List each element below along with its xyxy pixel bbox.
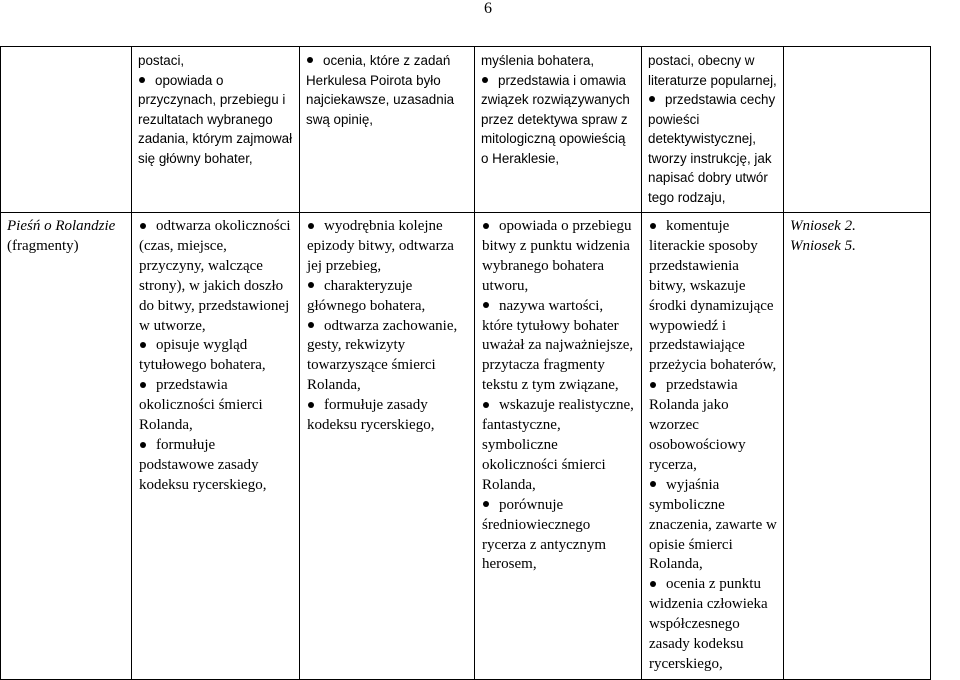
list-item: przedstawia Rolanda jako wzorzec osobowościowy rycerza, [649, 376, 777, 476]
bullet-icon [140, 223, 146, 229]
bullet-icon [140, 342, 146, 348]
list-item: nazywa wartości, które tytułowy bohater uważał za najważniejsze, przytacza fragmenty tekstu z tym związane, [482, 297, 635, 397]
requirement-list [138, 71, 293, 169]
requirement-cell [642, 213, 784, 680]
bullet-icon [483, 223, 489, 229]
cell-intro: myślenia bohatera, [481, 51, 635, 71]
list-item: charakteryzuje głównego bohatera, [307, 277, 468, 317]
requirement-list [306, 51, 468, 129]
requirement-cell [300, 213, 475, 680]
list-item: wyodrębnia kolejne epizody bitwy, odtwarza jej przebieg, [307, 217, 468, 277]
requirement-cell [642, 47, 784, 213]
table-row [1, 213, 960, 680]
cell-intro: postaci, [138, 51, 293, 71]
bullet-icon [650, 481, 656, 487]
bullet-icon [650, 223, 656, 229]
bullet-icon [308, 322, 314, 328]
page-number: 6 [484, 0, 504, 18]
curriculum-table [0, 46, 960, 680]
list-item: odtwarza okoliczności (czas, miejsce, przyczyny, walczące strony), w jakich doszło do bitwy, przedstawionej w utworze, [139, 217, 293, 336]
list-item: porównuje średniowiecznego rycerza z antycznym herosem, [482, 496, 635, 576]
bullet-icon [483, 302, 489, 308]
list-item: opowiada o przyczynach, przebiegu i rezultatach wybranego zadania, którym zajmował się główny bohater, [138, 71, 293, 169]
notes-cell [784, 213, 931, 680]
table-row [1, 47, 960, 213]
bullet-icon [483, 501, 489, 507]
bullet-icon [483, 402, 489, 408]
requirement-list [648, 90, 777, 207]
list-item: formułuje zasady kodeksu rycerskiego, [307, 396, 468, 436]
bullet-icon [482, 77, 488, 83]
notes-cell [784, 47, 931, 213]
list-item: ocenia, które z zadań Herkulesa Poirota było najciekawsze, uzasadnia swą opinię, [306, 51, 468, 129]
list-item: wyjaśnia symboliczne znaczenia, zawarte w opisie śmierci Rolanda, [649, 476, 777, 576]
note-wniosek-2: Wniosek 2. [790, 217, 924, 237]
requirement-list [649, 217, 777, 675]
list-item: formułuje podstawowe zasady kodeksu rycerskiego, [139, 436, 293, 496]
requirement-list [139, 217, 293, 496]
list-item: przedstawia okoliczności śmierci Rolanda, [139, 376, 293, 436]
requirement-list [481, 71, 635, 169]
bullet-icon [650, 581, 656, 587]
bullet-icon [649, 96, 655, 102]
bullet-icon [650, 382, 656, 388]
requirement-cell [300, 47, 475, 213]
bullet-icon [308, 282, 314, 288]
list-item: opowiada o przebiegu bitwy z punktu widzenia wybranego bohatera utworu, [482, 217, 635, 297]
note-wniosek-5: Wniosek 5. [790, 237, 924, 257]
list-item: przedstawia i omawia związek rozwiązywanych przez detektywa spraw z mitologiczną opowieścią o Heraklesie, [481, 71, 635, 169]
bullet-icon [140, 382, 146, 388]
list-item: przedstawia cechy powieści detektywistycznej, tworzy instrukcję, jak napisać dobry utwór tego rodzaju, [648, 90, 777, 207]
cell-intro: postaci, obecny w literaturze popularnej, [648, 51, 777, 90]
bullet-icon [307, 57, 313, 63]
requirement-list [482, 217, 635, 575]
topic-title: Pieśń o Rolandzie [7, 217, 125, 237]
bullet-icon [140, 442, 146, 448]
requirement-cell [475, 47, 642, 213]
requirement-list [307, 217, 468, 436]
bullet-icon [308, 223, 314, 229]
topic-cell [1, 213, 132, 680]
topic-subtitle: (fragmenty) [7, 237, 125, 257]
list-item: opisuje wygląd tytułowego bohatera, [139, 336, 293, 376]
requirement-cell [132, 47, 300, 213]
topic-cell [1, 47, 132, 213]
bullet-icon [139, 77, 145, 83]
list-item: ocenia z punktu widzenia człowieka współczesnego zasady kodeksu rycerskiego, [649, 575, 777, 675]
requirement-cell [475, 213, 642, 680]
requirement-cell [132, 213, 300, 680]
list-item: wskazuje realistyczne, fantastyczne, symboliczne okoliczności śmierci Rolanda, [482, 396, 635, 496]
list-item: odtwarza zachowanie, gesty, rekwizyty towarzyszące śmierci Rolanda, [307, 317, 468, 397]
bullet-icon [308, 402, 314, 408]
list-item: komentuje literackie sposoby przedstawienia bitwy, wskazuje środki dynamizujące wypowiedź i przedstawiające przeżycia bohaterów, [649, 217, 777, 376]
